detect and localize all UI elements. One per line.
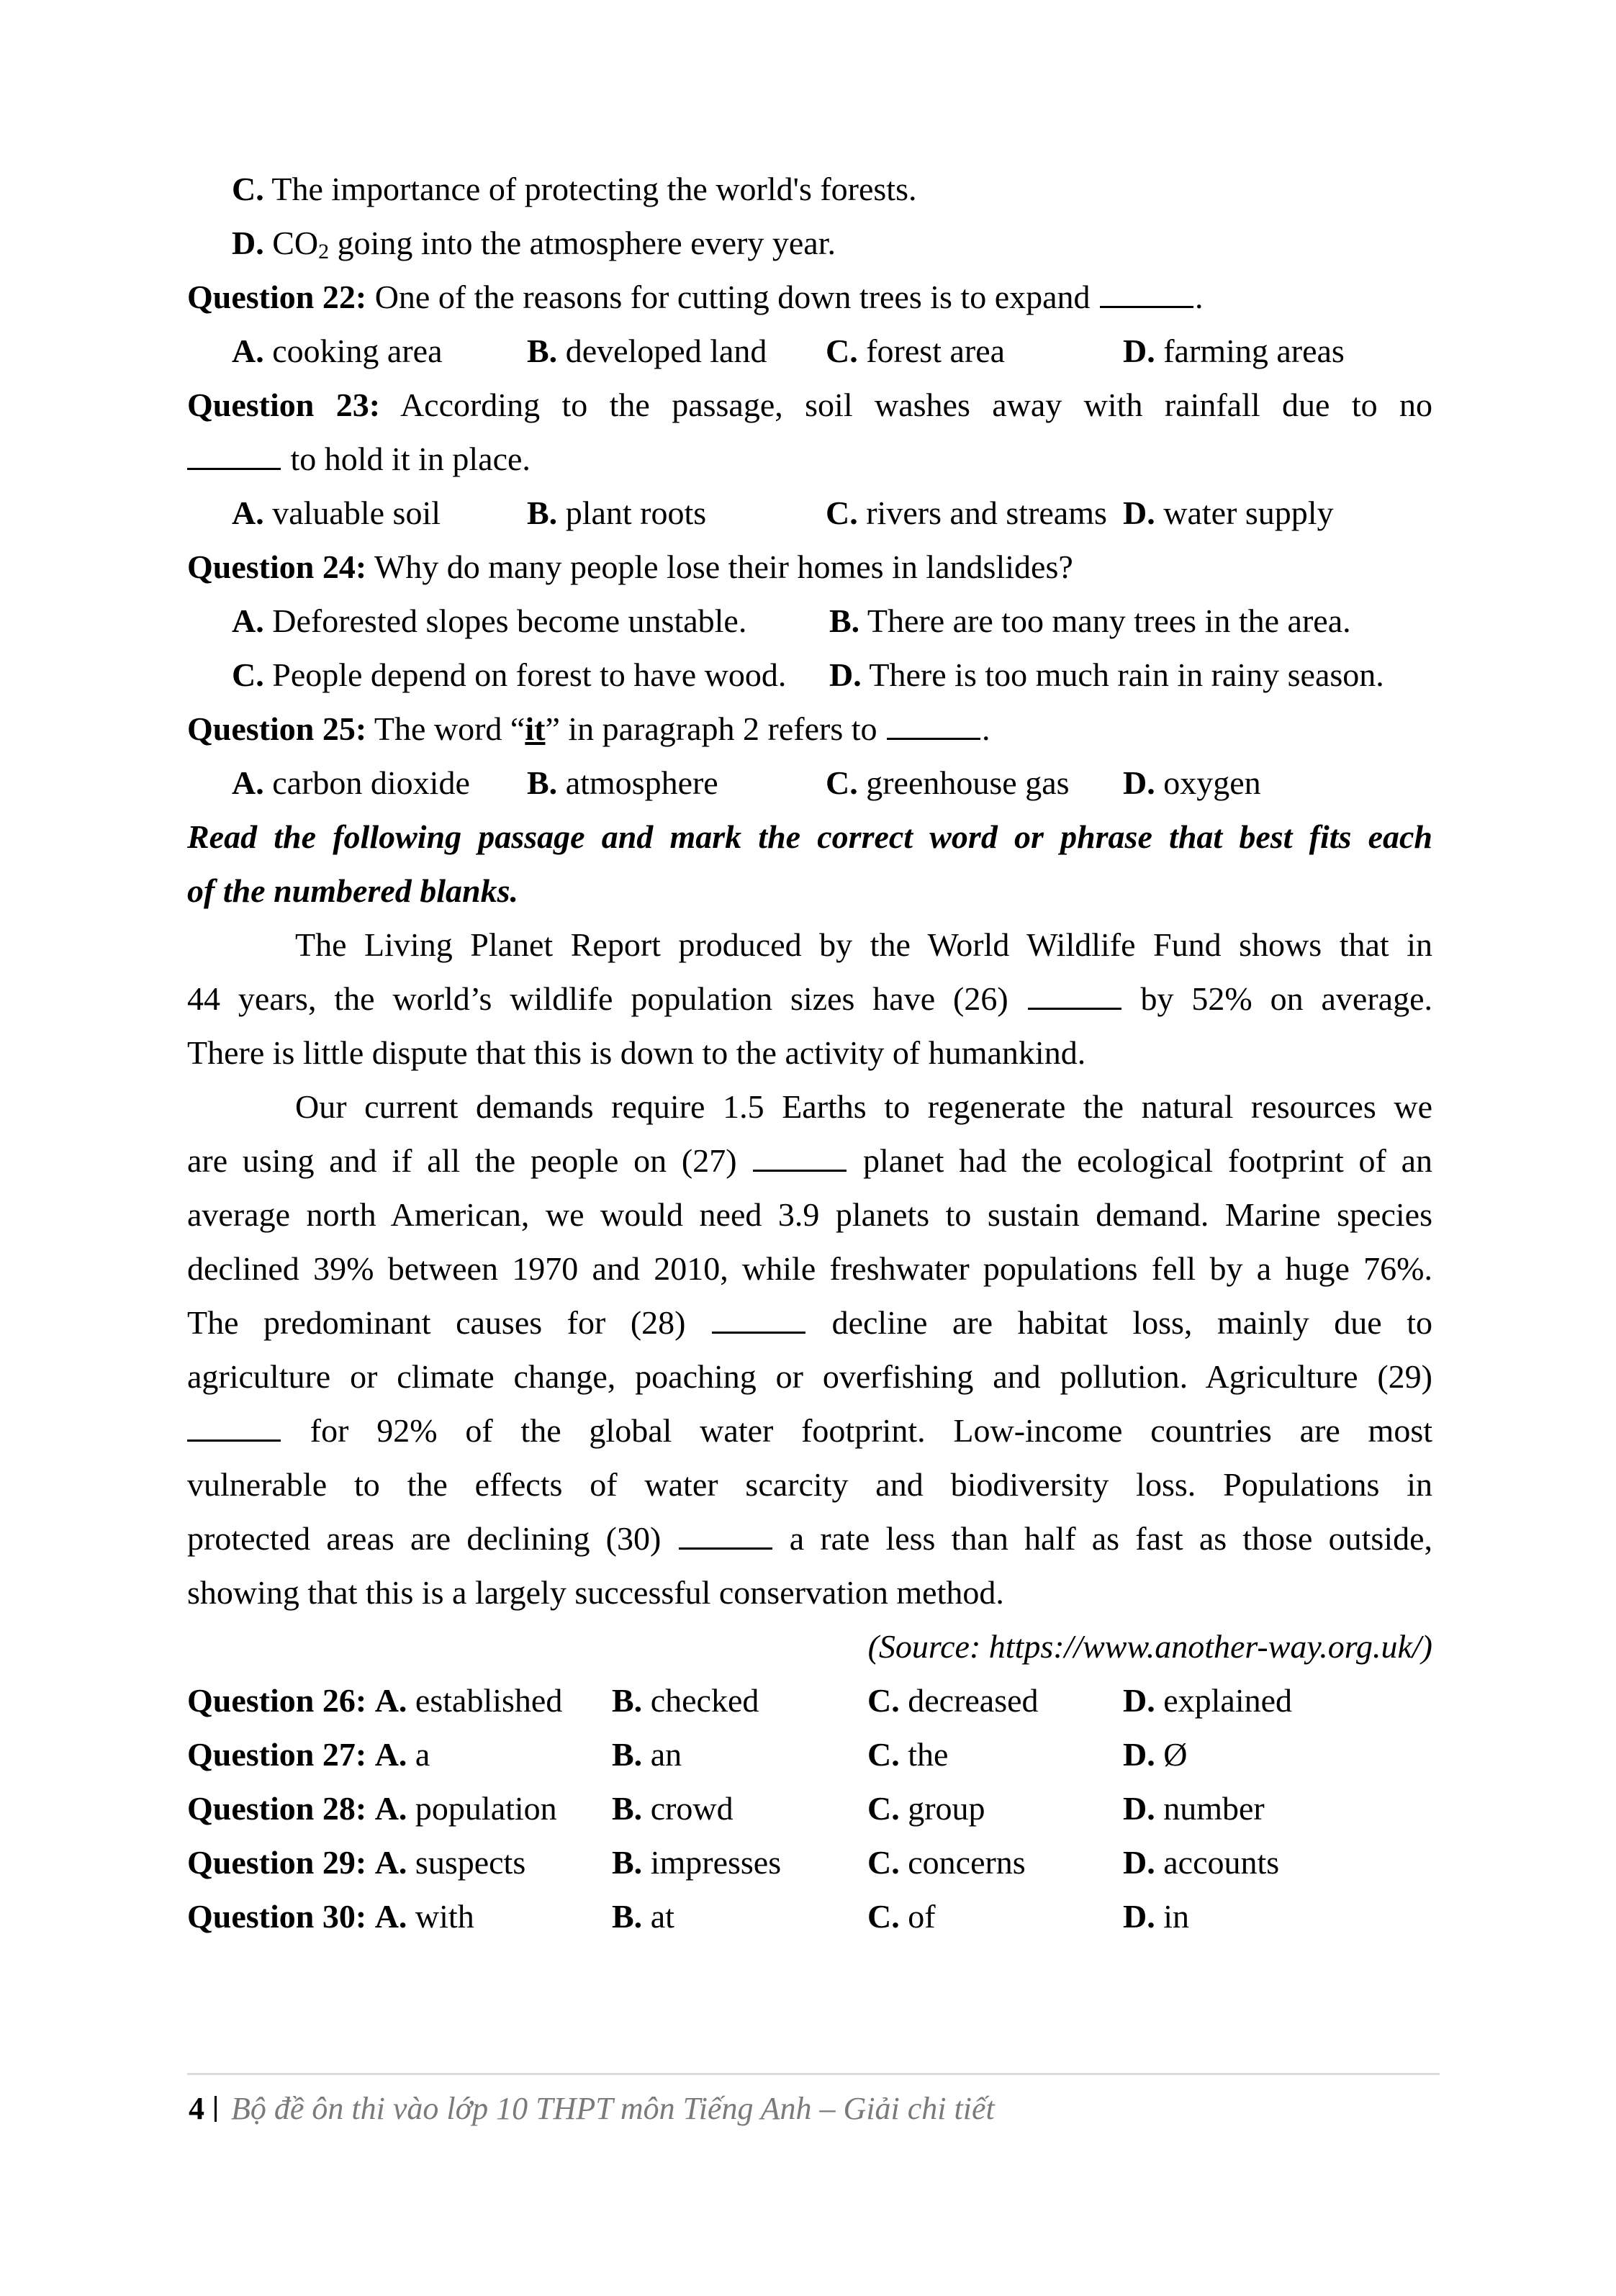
option-c: C. People depend on forest to have wood. [232,656,787,693]
option-b: B. impresses [612,1844,782,1881]
option-c: C. rivers and streams [826,494,1107,531]
question-23-stem-cont: to hold it in place. [187,432,1432,486]
question-25-options [187,756,1432,810]
option-b: B. developed land [527,333,767,369]
option-a: A. carbon dioxide [232,764,470,801]
option-b: B. at [612,1898,674,1935]
option-a: Question 28: A. population [187,1790,557,1827]
passage-paragraph-1: The Living Planet Report produced by the World Wildlife Fund shows that in 44 years, the world’s wildlife population sizes have (26) by 52% on average. There is little dispute that this is down to the activity of humankind. [187,926,1433,1071]
option-b: B. checked [612,1682,759,1719]
option-a: Question 27: A. a [187,1736,430,1773]
option-c: C. group [867,1790,985,1827]
blank-29 [187,1439,281,1442]
option-c: C. greenhouse gas [826,764,1070,801]
question-23-options [187,486,1432,540]
option-b: B. plant roots [527,494,707,531]
option-d: D. in [1123,1898,1190,1935]
blank-28 [712,1331,805,1334]
question-24-options-row1 [187,594,1432,648]
section-instruction-cont: of the numbered blanks. [187,872,519,909]
document-page [187,162,1432,1943]
passage-source: (Source: https://www.another-way.org.uk/) [867,1628,1432,1665]
blank-27 [753,1169,847,1172]
question-26 [187,1673,1432,1727]
option-d: D. number [1123,1790,1265,1827]
blank-26 [1028,1007,1121,1010]
option-a: A. Deforested slopes become unstable. [232,602,747,639]
question-24-stem: Question 24: Why do many people lose their homes in landslides? [187,548,1073,585]
question-22-stem: Question 22: One of the reasons for cutting down trees is to expand . [187,279,1204,315]
option-c-prev: C. The importance of protecting the world's forests. [232,171,917,207]
question-22-options [187,324,1432,378]
footer-separator [215,2096,217,2122]
option-d: D. Ø [1123,1736,1188,1773]
option-a: A. cooking area [232,333,443,369]
option-a: Question 30: A. with [187,1898,474,1935]
question-28 [187,1781,1432,1835]
option-c: C. of [867,1898,936,1935]
option-b: B. There are too many trees in the area. [829,602,1351,639]
page-number: 4 [189,2091,204,2126]
option-d: D. explained [1123,1682,1293,1719]
question-29 [187,1835,1432,1889]
question-30 [187,1889,1432,1943]
option-a: A. valuable soil [232,494,441,531]
option-d: D. farming areas [1123,333,1345,369]
footer-divider [187,2073,1440,2075]
option-d: D. accounts [1123,1844,1280,1881]
option-a: Question 26: A. established [187,1682,563,1719]
answer-blank [187,467,281,470]
book-title: Bộ đề ôn thi vào lớp 10 THPT môn Tiếng Anh – Giải chi tiết [231,2091,995,2126]
option-d: D. There is too much rain in rainy season. [829,656,1384,693]
question-24-options-row2 [187,648,1432,702]
option-c: C. concerns [867,1844,1026,1881]
passage-paragraph-2: Our current demands require 1.5 Earths to regenerate the natural resources we are using and if all the people on (27) planet had the ecological footprint of an average north American, we would need 3.9 planets to sustain demand. Marine species declined 39% between 1970 and 2010, while freshwater populations fell by a huge 76%. The predominant causes for (28) decline are habitat loss, mainly due to agriculture or climate change, poaching or overfishing and pollution. Agriculture (29) for 92% of the global water footprint. Low-income countries are most vulnerable to the effects of water scarcity and biodiversity loss. Populations in protected areas are declining (30) a rate less than half as fast as those outside, showing that this is a largely successful conservation method. [187,1088,1433,1611]
question-27 [187,1727,1432,1781]
option-d: D. oxygen [1123,764,1261,801]
page-footer [189,2087,995,2130]
keyword-it: it [525,710,546,747]
option-a: Question 29: A. suspects [187,1844,526,1881]
option-d-prev: D. $CO_2$ going into the atmosphere every year. [232,225,836,263]
question-23-stem: Question 23: According to the passage, soil washes away with rainfall due to no [187,387,1432,423]
option-c: C. decreased [867,1682,1039,1719]
option-b: B. crowd [612,1790,733,1827]
answer-blank [887,737,980,740]
cloze-questions [187,1673,1432,1943]
blank-30 [679,1547,772,1550]
answer-blank [1100,305,1193,308]
question-25-stem: Question 25: The word “it” in paragraph 2 refers to . [187,710,990,747]
option-d: D. water supply [1123,494,1334,531]
section-instruction: Read the following passage and mark the correct word or phrase that best fits each [187,818,1432,855]
option-b: B. an [612,1736,682,1773]
option-c: C. the [867,1736,949,1773]
option-b: B. atmosphere [527,764,718,801]
option-c: C. forest area [826,333,1006,369]
